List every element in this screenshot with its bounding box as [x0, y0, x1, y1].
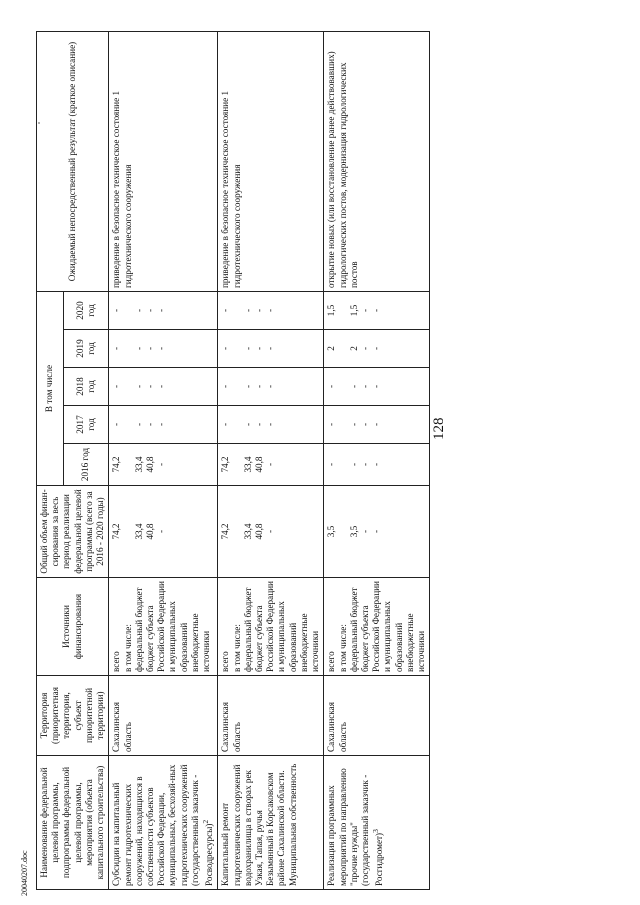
row-name: [109, 756, 218, 890]
value-line: -: [242, 346, 253, 351]
row-y2017: [324, 406, 430, 444]
value-line: -: [253, 384, 264, 389]
value-line: -: [144, 346, 155, 351]
value-line: 74,2: [220, 456, 231, 473]
value-line: -: [359, 308, 370, 313]
value-line: [123, 371, 134, 402]
value-line: -: [242, 422, 253, 427]
value-line: -: [155, 346, 166, 351]
value-line: [338, 409, 349, 440]
row-y2016: [218, 444, 324, 486]
row-sources: [218, 578, 324, 676]
value-line: -: [144, 308, 155, 313]
value-line: 2: [326, 346, 337, 351]
value-line: 33,4: [242, 523, 253, 540]
value-line: -: [348, 462, 359, 467]
table-row: [109, 32, 218, 890]
source-line: всего: [220, 651, 231, 672]
value-line: 40,8: [253, 523, 264, 540]
value-line: 74,2: [220, 523, 231, 540]
value-line: -: [370, 346, 381, 351]
header-sources: Источники финансирования: [37, 578, 109, 676]
row-result: открытие новых (или восстановление ранее действовавших) гидрологических постов, модернизация гидрологических постов: [324, 32, 430, 292]
source-line: всего: [326, 651, 337, 672]
table-row: [218, 32, 324, 890]
value-line: -: [370, 308, 381, 313]
row-territory: Сахалинская область: [218, 676, 324, 756]
value-line: -: [326, 462, 337, 467]
value-line: -: [242, 384, 253, 389]
value-line: 33,4: [133, 456, 144, 473]
row-name: [324, 756, 430, 890]
program-table-container: [36, 32, 624, 890]
value-line: -: [220, 384, 231, 389]
value-line: -: [111, 422, 122, 427]
value-line: 33,4: [242, 456, 253, 473]
value-line: 40,8: [144, 456, 155, 473]
value-line: -: [133, 308, 144, 313]
value-line: 40,8: [253, 456, 264, 473]
row-total: [109, 486, 218, 578]
value-line: -: [359, 384, 370, 389]
row-y2019: [109, 330, 218, 368]
value-line: [338, 333, 349, 364]
value-line: -: [155, 308, 166, 313]
header-2016: 2016 год: [63, 444, 108, 486]
value-line: 1,5: [326, 304, 337, 317]
header-name: Наименование федеральной целевой программы, подпрограммы федеральной целевой программы, мероприятия (объекта капитального строительства): [37, 756, 109, 890]
value-line: -: [133, 384, 144, 389]
row-y2016: [109, 444, 218, 486]
value-line: -: [348, 384, 359, 389]
row-name-text: Реализация программных мероприятий по направлению "прочие нужды" (государственный заказчик - Росгидромет): [326, 768, 385, 886]
value-line: 74,2: [111, 523, 122, 540]
row-sources: [324, 578, 430, 676]
row-name-text: Субсидии на капитальный ремонт гидротехнических сооружений, находящихся в собственности субъектов Российской Федерации, муниципальных, бесхозяй-ных гидротехнических сооружений (государственный заказчик - Росводресурсы): [111, 764, 215, 886]
page-number: 128: [431, 417, 447, 440]
row-y2020: [109, 292, 218, 330]
row-footnote-mark: 2: [201, 819, 211, 824]
value-line: -: [265, 346, 275, 351]
value-line: -: [220, 308, 231, 313]
value-line: -: [326, 422, 337, 427]
row-y2017: [218, 406, 324, 444]
row-y2018: [218, 368, 324, 406]
value-line: [123, 447, 134, 482]
row-territory: Сахалинская область: [109, 676, 218, 756]
value-line: [338, 447, 349, 482]
program-table: [36, 31, 430, 890]
table-row: [324, 32, 430, 890]
value-line: -: [253, 308, 264, 313]
value-line: [338, 295, 349, 326]
value-line: -: [155, 384, 166, 389]
row-y2019: [324, 330, 430, 368]
row-result: приведение в безопасное техническое состояние 1 гидротехнического сооружения: [109, 32, 218, 292]
value-line: [123, 409, 134, 440]
value-line: -: [155, 422, 166, 427]
value-line: -: [265, 422, 275, 427]
value-line: 2: [348, 346, 359, 351]
row-sources: [109, 578, 218, 676]
value-line: 40,8: [144, 523, 155, 540]
row-total: [324, 486, 430, 578]
value-line: -: [133, 422, 144, 427]
row-y2020: [218, 292, 324, 330]
value-line: -: [348, 422, 359, 427]
source-line: в том числе:: [337, 624, 348, 672]
value-line: -: [253, 346, 264, 351]
source-line: в том числе:: [122, 624, 133, 672]
value-line: [338, 371, 349, 402]
value-line: -: [265, 308, 275, 313]
value-line: 33,4: [133, 523, 144, 540]
source-line: внебюджетные источники: [404, 613, 427, 672]
source-line: бюджет субъекта Российской Федерации и муниципальных образований: [359, 581, 404, 672]
value-line: -: [111, 384, 122, 389]
value-line: [232, 447, 243, 482]
header-2019: 2019 год: [63, 330, 108, 368]
row-y2019: [218, 330, 324, 368]
row-total: [218, 486, 324, 578]
source-line: федеральный бюджет: [133, 587, 144, 672]
row-result: приведение в безопасное техническое состояние 1 гидротехнического сооружения: [218, 32, 324, 292]
value-line: 3,5: [348, 525, 359, 538]
source-line: федеральный бюджет: [348, 587, 359, 672]
value-line: -: [133, 346, 144, 351]
row-y2017: [109, 406, 218, 444]
value-line: [123, 333, 134, 364]
value-line: [232, 295, 243, 326]
value-line: -: [144, 384, 155, 389]
value-line: [338, 489, 349, 574]
row-name-text: Капитальный ремонт гидротехнических сооружений водохранилища в створах рек Узкая, Тапая, ручья Безымянный в Корсаковском районе Сахалинской области. Муниципальная собственность: [220, 763, 298, 886]
value-line: -: [155, 529, 166, 534]
source-line: в том числе:: [231, 624, 242, 672]
header-2018: 2018 год: [63, 368, 108, 406]
value-line: [232, 371, 243, 402]
value-line: -: [265, 462, 275, 467]
value-line: -: [111, 346, 122, 351]
value-line: -: [265, 384, 275, 389]
table-body: [109, 32, 430, 890]
source-line: бюджет субъекта Российской Федерации и муниципальных образований: [144, 581, 189, 672]
value-line: -: [359, 346, 370, 351]
value-line: -: [359, 462, 370, 467]
footer-filename: 20040207.doc: [20, 850, 29, 896]
value-line: 1,5: [348, 304, 359, 317]
row-y2018: [109, 368, 218, 406]
row-y2020: [324, 292, 430, 330]
value-line: -: [220, 346, 231, 351]
source-line: федеральный бюджет: [242, 587, 253, 672]
header-2017: 2017 год: [63, 406, 108, 444]
value-line: -: [359, 529, 370, 534]
value-line: [232, 333, 243, 364]
row-footnote-mark: 3: [371, 829, 381, 833]
value-line: [232, 489, 243, 574]
value-line: -: [370, 384, 381, 389]
row-territory: Сахалинская область: [324, 676, 430, 756]
value-line: -: [220, 422, 231, 427]
value-line: [123, 489, 134, 574]
value-line: -: [370, 422, 381, 427]
value-line: -: [242, 308, 253, 313]
value-line: -: [111, 308, 122, 313]
value-line: 3,5: [326, 525, 337, 538]
value-line: -: [155, 462, 166, 467]
value-line: [123, 295, 134, 326]
source-line: всего: [111, 651, 122, 672]
source-line: внебюджетные источники: [298, 613, 321, 672]
header-in-that: В том числе: [37, 292, 64, 486]
value-line: -: [326, 384, 337, 389]
row-y2018: [324, 368, 430, 406]
header-2020: 2020 год: [63, 292, 108, 330]
value-line: -: [144, 422, 155, 427]
value-line: -: [265, 529, 275, 534]
value-line: [232, 409, 243, 440]
value-line: -: [359, 422, 370, 427]
header-territory: Территория (приоритетная территория, субъект приоритетной территории): [37, 676, 109, 756]
header-total: Общий объем финан-сирования за весь период реализации федеральной целевой программы (всего за 2016 - 2020 годы): [37, 486, 109, 578]
source-line: бюджет субъекта Российской Федерации и муниципальных образований: [254, 581, 298, 672]
source-line: внебюджетные источники: [189, 613, 212, 672]
value-line: -: [370, 529, 381, 534]
header-result: Ожидаемый непосредственный результат (краткое описание): [37, 32, 109, 292]
value-line: 74,2: [111, 456, 122, 473]
row-name: [218, 756, 324, 890]
value-line: -: [253, 422, 264, 427]
value-line: -: [370, 462, 381, 467]
row-y2016: [324, 444, 430, 486]
